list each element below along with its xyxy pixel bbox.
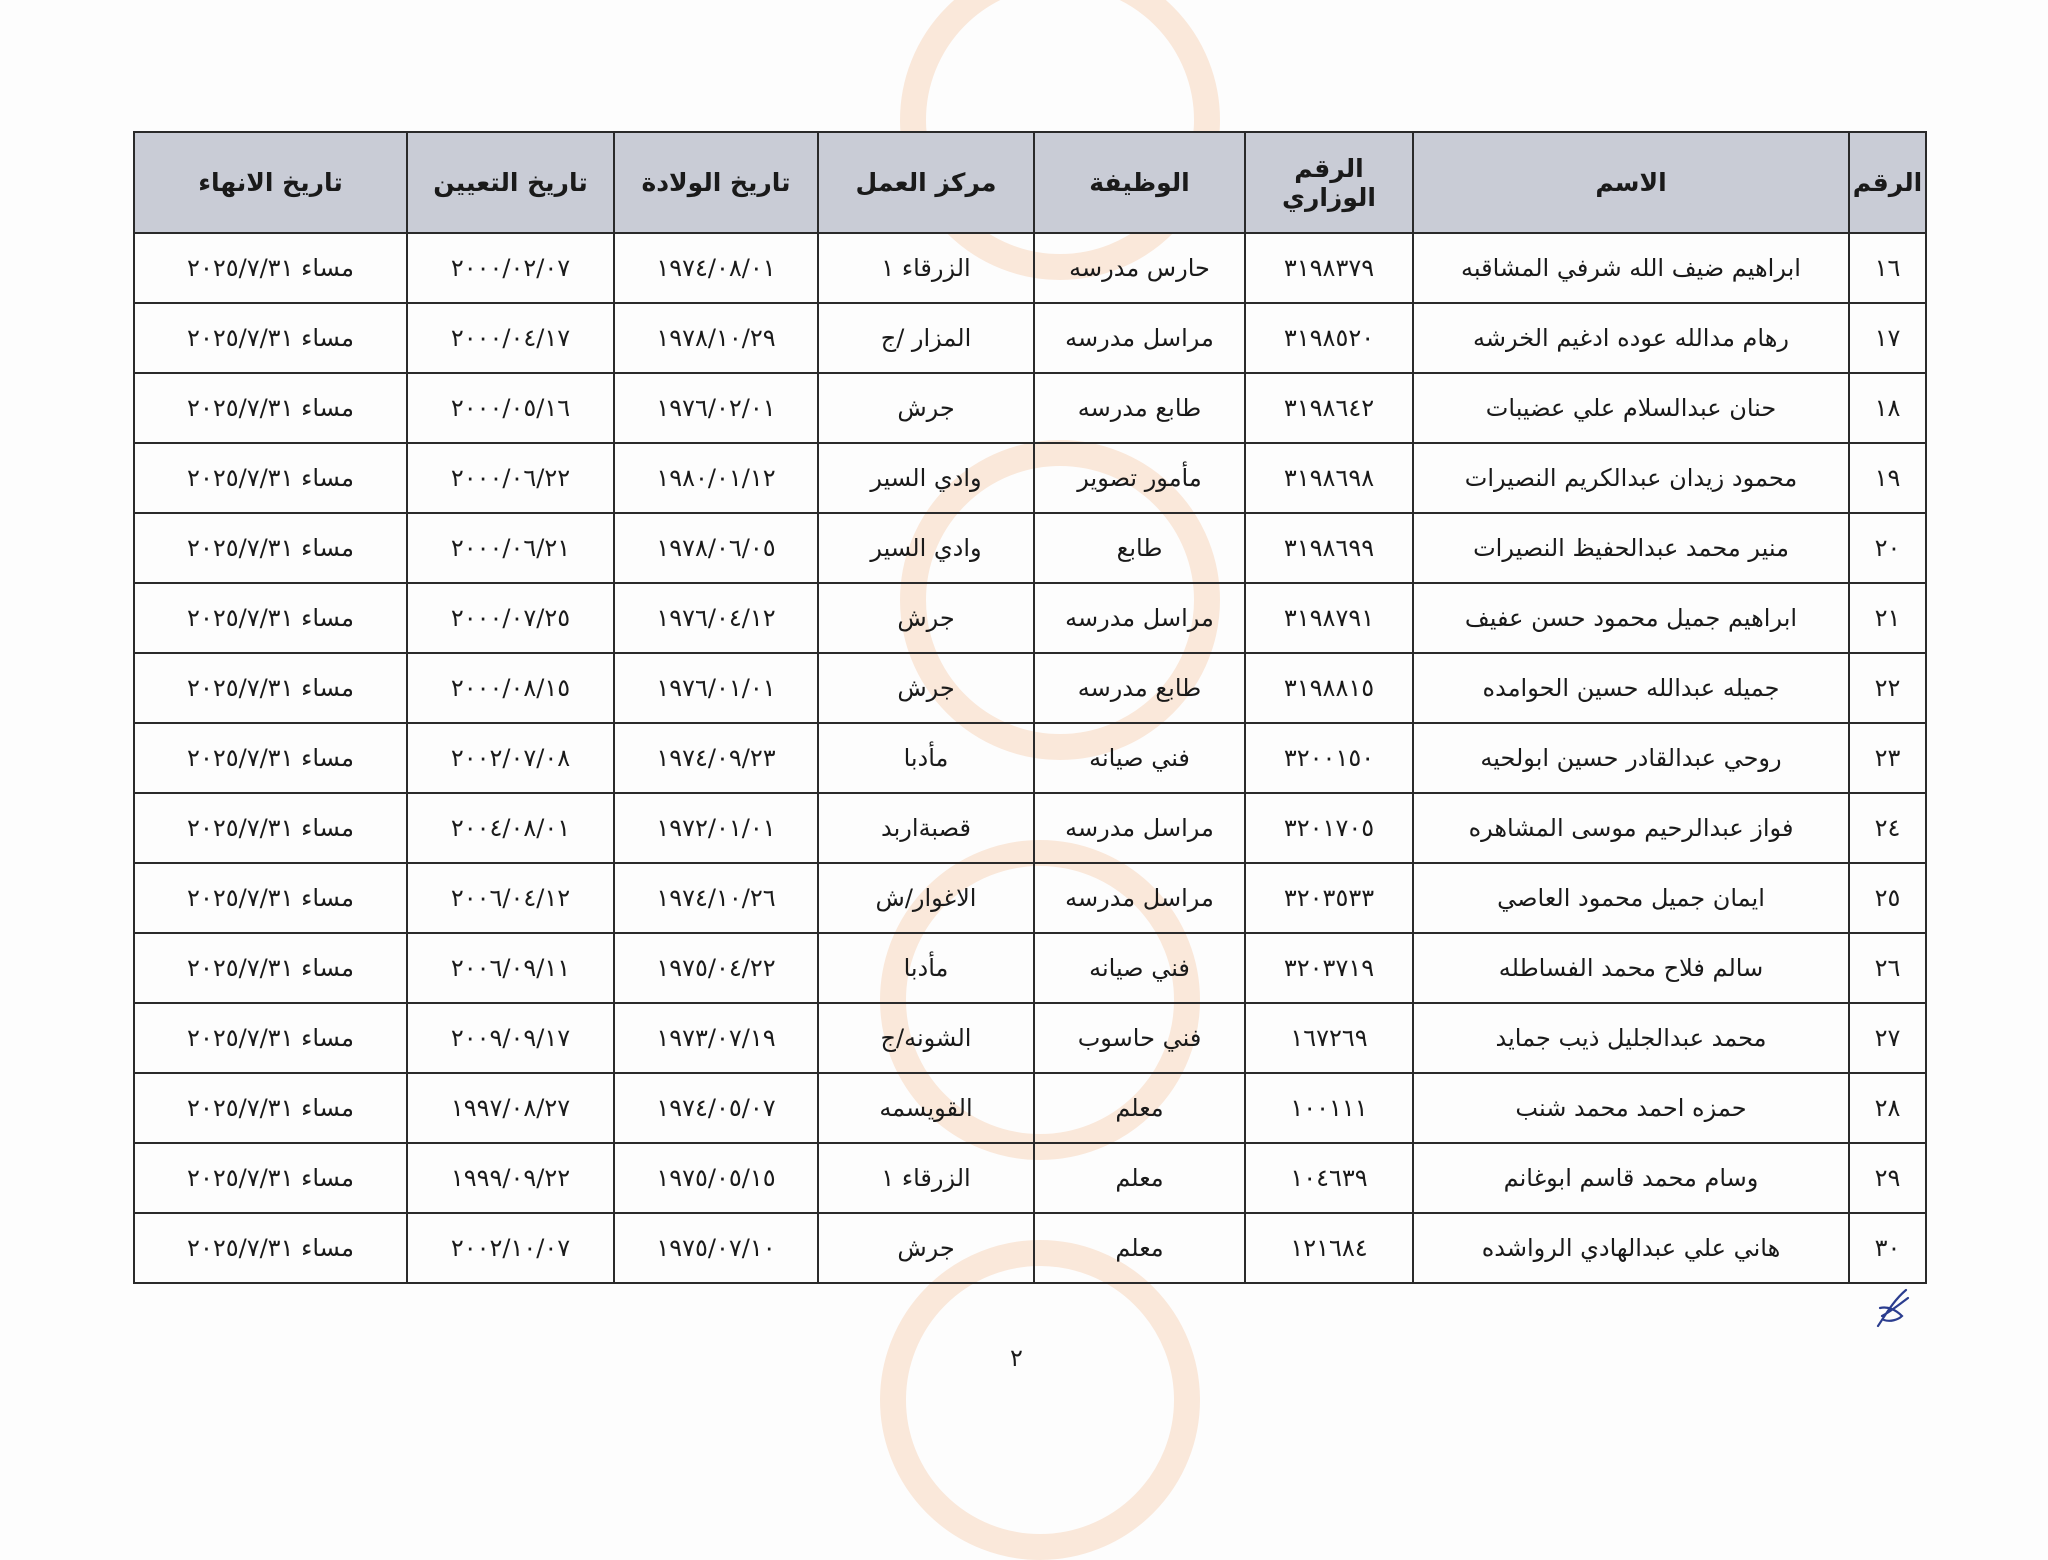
cell-ministry-no: ٣١٩٨٦٩٩ [1245, 513, 1413, 583]
cell-name: جميله عبدالله حسين الحوامده [1413, 653, 1849, 723]
cell-work-center: مأدبا [818, 723, 1034, 793]
cell-birth-date: ١٩٧٨/١٠/٢٩ [614, 303, 818, 373]
cell-appointment-date: ٢٠٠٠/٠٨/١٥ [407, 653, 614, 723]
cell-num: ٢٠ [1849, 513, 1926, 583]
cell-work-center: الشونه/ج [818, 1003, 1034, 1073]
cell-birth-date: ١٩٧٤/٠٩/٢٣ [614, 723, 818, 793]
cell-num: ٣٠ [1849, 1213, 1926, 1283]
employees-table [133, 131, 1927, 1284]
cell-ministry-no: ٣١٩٨٣٧٩ [1245, 233, 1413, 303]
header-name: الاسم [1413, 132, 1849, 233]
cell-job: فني صيانه [1034, 933, 1245, 1003]
header-num: الرقم [1849, 132, 1926, 233]
cell-job: طابع مدرسه [1034, 653, 1245, 723]
table-row [134, 513, 1926, 583]
header-work-center: مركز العمل [818, 132, 1034, 233]
cell-num: ٢٢ [1849, 653, 1926, 723]
cell-birth-date: ١٩٧٣/٠٧/١٩ [614, 1003, 818, 1073]
cell-end-date: مساء ٢٠٢٥/٧/٣١ [134, 303, 407, 373]
signature-mark [1872, 1286, 1912, 1334]
cell-num: ١٧ [1849, 303, 1926, 373]
cell-ministry-no: ٣٢٠٠١٥٠ [1245, 723, 1413, 793]
cell-birth-date: ١٩٧٦/٠٢/٠١ [614, 373, 818, 443]
cell-appointment-date: ١٩٩٩/٠٩/٢٢ [407, 1143, 614, 1213]
cell-work-center: جرش [818, 583, 1034, 653]
cell-appointment-date: ٢٠٠٩/٠٩/١٧ [407, 1003, 614, 1073]
watermark-logo-bottom [880, 1240, 1200, 1560]
cell-end-date: مساء ٢٠٢٥/٧/٣١ [134, 653, 407, 723]
cell-num: ٢٩ [1849, 1143, 1926, 1213]
cell-job: مراسل مدرسه [1034, 793, 1245, 863]
cell-birth-date: ١٩٨٠/٠١/١٢ [614, 443, 818, 513]
cell-end-date: مساء ٢٠٢٥/٧/٣١ [134, 1213, 407, 1283]
cell-name: محمد عبدالجليل ذيب جمايد [1413, 1003, 1849, 1073]
cell-num: ٢٨ [1849, 1073, 1926, 1143]
cell-birth-date: ١٩٧٢/٠١/٠١ [614, 793, 818, 863]
cell-job: طابع [1034, 513, 1245, 583]
cell-work-center: الاغوار/ش [818, 863, 1034, 933]
cell-job: معلم [1034, 1143, 1245, 1213]
cell-num: ١٩ [1849, 443, 1926, 513]
table-row [134, 443, 1926, 513]
cell-ministry-no: ١٠٤٦٣٩ [1245, 1143, 1413, 1213]
cell-ministry-no: ٣٢٠٣٧١٩ [1245, 933, 1413, 1003]
cell-work-center: الزرقاء ١ [818, 1143, 1034, 1213]
cell-ministry-no: ٣١٩٨٦٤٢ [1245, 373, 1413, 443]
table-row [134, 933, 1926, 1003]
table-row [134, 653, 1926, 723]
cell-job: مأمور تصوير [1034, 443, 1245, 513]
cell-name: ايمان جميل محمود العاصي [1413, 863, 1849, 933]
cell-end-date: مساء ٢٠٢٥/٧/٣١ [134, 443, 407, 513]
cell-work-center: وادي السير [818, 513, 1034, 583]
cell-num: ١٦ [1849, 233, 1926, 303]
cell-work-center: جرش [818, 373, 1034, 443]
cell-work-center: وادي السير [818, 443, 1034, 513]
cell-appointment-date: ٢٠٠٢/١٠/٠٧ [407, 1213, 614, 1283]
table-row [134, 373, 1926, 443]
cell-work-center: المزار /ج [818, 303, 1034, 373]
cell-end-date: مساء ٢٠٢٥/٧/٣١ [134, 233, 407, 303]
cell-appointment-date: ٢٠٠٤/٠٨/٠١ [407, 793, 614, 863]
cell-job: حارس مدرسه [1034, 233, 1245, 303]
table-row [134, 1143, 1926, 1213]
cell-appointment-date: ٢٠٠٦/٠٤/١٢ [407, 863, 614, 933]
cell-ministry-no: ٣١٩٨٧٩١ [1245, 583, 1413, 653]
cell-name: حنان عبدالسلام علي عضيبات [1413, 373, 1849, 443]
cell-job: مراسل مدرسه [1034, 303, 1245, 373]
table-row [134, 1073, 1926, 1143]
cell-birth-date: ١٩٧٤/١٠/٢٦ [614, 863, 818, 933]
cell-work-center: مأدبا [818, 933, 1034, 1003]
cell-work-center: جرش [818, 1213, 1034, 1283]
cell-num: ٢٣ [1849, 723, 1926, 793]
cell-num: ٢٤ [1849, 793, 1926, 863]
cell-ministry-no: ٣٢٠١٧٠٥ [1245, 793, 1413, 863]
cell-appointment-date: ٢٠٠٠/٠٥/١٦ [407, 373, 614, 443]
cell-birth-date: ١٩٧٦/٠١/٠١ [614, 653, 818, 723]
cell-name: رهام مدالله عوده ادغيم الخرشه [1413, 303, 1849, 373]
cell-end-date: مساء ٢٠٢٥/٧/٣١ [134, 1073, 407, 1143]
cell-work-center: قصبةاربد [818, 793, 1034, 863]
cell-name: فواز عبدالرحيم موسى المشاهره [1413, 793, 1849, 863]
cell-work-center: جرش [818, 653, 1034, 723]
table-row [134, 1003, 1926, 1073]
cell-appointment-date: ٢٠٠٠/٠٤/١٧ [407, 303, 614, 373]
cell-num: ٢٧ [1849, 1003, 1926, 1073]
cell-job: معلم [1034, 1073, 1245, 1143]
header-birth-date: تاريخ الولادة [614, 132, 818, 233]
cell-ministry-no: ١٢١٦٨٤ [1245, 1213, 1413, 1283]
cell-appointment-date: ١٩٩٧/٠٨/٢٧ [407, 1073, 614, 1143]
cell-ministry-no: ٣٢٠٣٥٣٣ [1245, 863, 1413, 933]
table-row [134, 863, 1926, 933]
cell-appointment-date: ٢٠٠٢/٠٧/٠٨ [407, 723, 614, 793]
cell-name: هاني علي عبدالهادي الرواشده [1413, 1213, 1849, 1283]
cell-end-date: مساء ٢٠٢٥/٧/٣١ [134, 373, 407, 443]
table-row [134, 233, 1926, 303]
cell-birth-date: ١٩٧٤/٠٥/٠٧ [614, 1073, 818, 1143]
cell-birth-date: ١٩٧٥/٠٥/١٥ [614, 1143, 818, 1213]
cell-name: روحي عبدالقادر حسين ابولحيه [1413, 723, 1849, 793]
table-row [134, 1213, 1926, 1283]
cell-appointment-date: ٢٠٠٠/٠٢/٠٧ [407, 233, 614, 303]
cell-ministry-no: ٣١٩٨٨١٥ [1245, 653, 1413, 723]
cell-name: ابراهيم ضيف الله شرفي المشاقبه [1413, 233, 1849, 303]
cell-ministry-no: ٣١٩٨٥٢٠ [1245, 303, 1413, 373]
cell-job: فني صيانه [1034, 723, 1245, 793]
cell-appointment-date: ٢٠٠٦/٠٩/١١ [407, 933, 614, 1003]
header-job: الوظيفة [1034, 132, 1245, 233]
cell-work-center: القويسمه [818, 1073, 1034, 1143]
cell-name: منير محمد عبدالحفيظ النصيرات [1413, 513, 1849, 583]
cell-appointment-date: ٢٠٠٠/٠٦/٢١ [407, 513, 614, 583]
cell-appointment-date: ٢٠٠٠/٠٦/٢٢ [407, 443, 614, 513]
cell-ministry-no: ١٦٧٢٦٩ [1245, 1003, 1413, 1073]
cell-end-date: مساء ٢٠٢٥/٧/٣١ [134, 513, 407, 583]
cell-job: معلم [1034, 1213, 1245, 1283]
cell-job: فني حاسوب [1034, 1003, 1245, 1073]
table-row [134, 723, 1926, 793]
cell-num: ٢١ [1849, 583, 1926, 653]
cell-ministry-no: ١٠٠١١١ [1245, 1073, 1413, 1143]
cell-end-date: مساء ٢٠٢٥/٧/٣١ [134, 1003, 407, 1073]
table-row [134, 583, 1926, 653]
table-row [134, 303, 1926, 373]
cell-name: ابراهيم جميل محمود حسن عفيف [1413, 583, 1849, 653]
header-ministry-no: الرقم الوزاري [1245, 132, 1413, 233]
cell-end-date: مساء ٢٠٢٥/٧/٣١ [134, 863, 407, 933]
cell-birth-date: ١٩٧٥/٠٤/٢٢ [614, 933, 818, 1003]
cell-work-center: الزرقاء ١ [818, 233, 1034, 303]
cell-name: حمزه احمد محمد شنب [1413, 1073, 1849, 1143]
cell-num: ٢٥ [1849, 863, 1926, 933]
cell-birth-date: ١٩٧٥/٠٧/١٠ [614, 1213, 818, 1283]
cell-end-date: مساء ٢٠٢٥/٧/٣١ [134, 793, 407, 863]
cell-job: طابع مدرسه [1034, 373, 1245, 443]
cell-end-date: مساء ٢٠٢٥/٧/٣١ [134, 583, 407, 653]
cell-name: سالم فلاح محمد الفساطله [1413, 933, 1849, 1003]
cell-end-date: مساء ٢٠٢٥/٧/٣١ [134, 933, 407, 1003]
page-number: ٢ [1010, 1344, 1023, 1372]
cell-end-date: مساء ٢٠٢٥/٧/٣١ [134, 1143, 407, 1213]
cell-job: مراسل مدرسه [1034, 583, 1245, 653]
cell-name: وسام محمد قاسم ابوغانم [1413, 1143, 1849, 1213]
cell-end-date: مساء ٢٠٢٥/٧/٣١ [134, 723, 407, 793]
table-row [134, 793, 1926, 863]
cell-name: محمود زيدان عبدالكريم النصيرات [1413, 443, 1849, 513]
cell-job: مراسل مدرسه [1034, 863, 1245, 933]
header-appointment-date: تاريخ التعيين [407, 132, 614, 233]
cell-birth-date: ١٩٧٤/٠٨/٠١ [614, 233, 818, 303]
table-header-row [134, 132, 1926, 233]
cell-appointment-date: ٢٠٠٠/٠٧/٢٥ [407, 583, 614, 653]
cell-num: ٢٦ [1849, 933, 1926, 1003]
cell-birth-date: ١٩٧٨/٠٦/٠٥ [614, 513, 818, 583]
cell-birth-date: ١٩٧٦/٠٤/١٢ [614, 583, 818, 653]
cell-num: ١٨ [1849, 373, 1926, 443]
cell-ministry-no: ٣١٩٨٦٩٨ [1245, 443, 1413, 513]
header-end-date: تاريخ الانهاء [134, 132, 407, 233]
